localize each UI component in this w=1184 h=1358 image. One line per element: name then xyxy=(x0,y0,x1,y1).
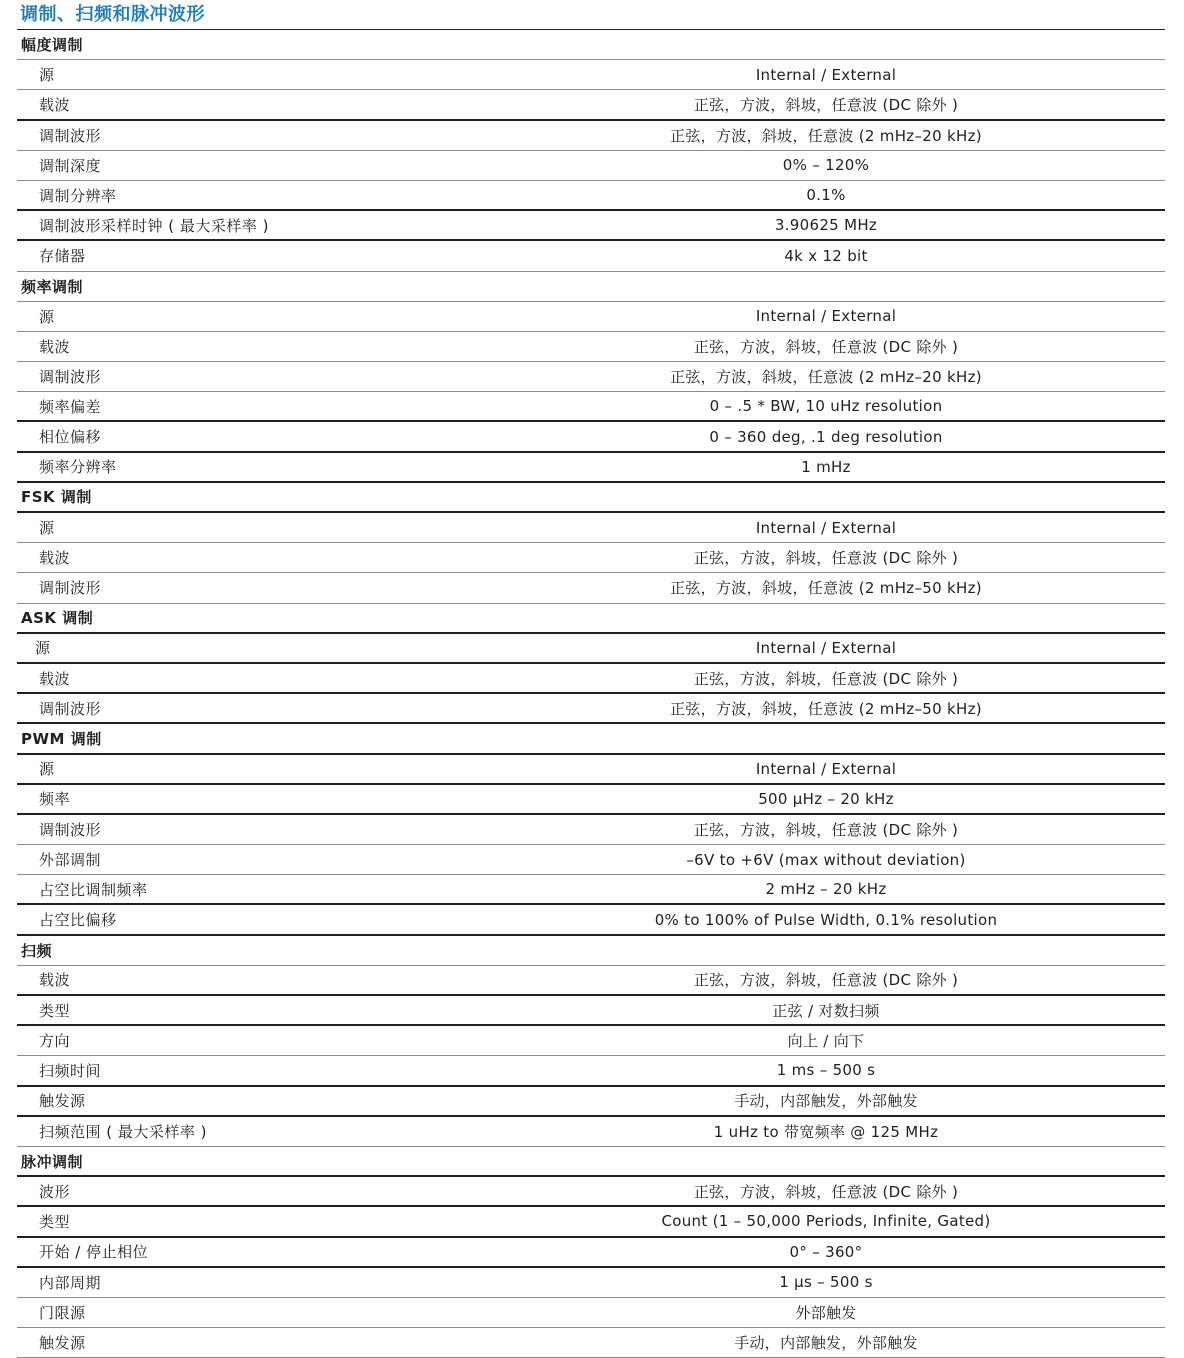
spec-parameter: 调制波形 xyxy=(39,368,102,387)
section-header xyxy=(17,1147,1165,1177)
spec-value: 正弦，方波，斜坡，任意波 (DC 除外 ) xyxy=(693,549,959,568)
spec-value: 2 mHz – 20 kHz xyxy=(765,880,887,899)
spec-parameter: 类型 xyxy=(39,1212,71,1231)
spec-value: Internal / External xyxy=(755,759,897,778)
spec-parameter: 源 xyxy=(39,66,55,85)
spec-value: 0 – .5 * BW, 10 uHz resolution xyxy=(709,397,943,416)
section-title: 频率调制 xyxy=(21,277,84,296)
spec-row xyxy=(17,60,1165,90)
spec-parameter: 外部调制 xyxy=(39,851,102,870)
section-title: ASK 调制 xyxy=(21,609,94,628)
spec-parameter: 调制波形采样时钟 ( 最大采样率 ) xyxy=(39,216,270,235)
spec-row xyxy=(17,1177,1165,1207)
section-header xyxy=(17,483,1165,513)
spec-row xyxy=(17,151,1165,181)
spec-parameter: 类型 xyxy=(39,1001,71,1020)
spec-parameter: 调制深度 xyxy=(39,156,102,175)
spec-value: 正弦，方波，斜坡，任意波 (DC 除外 ) xyxy=(693,337,959,356)
spec-parameter: 门限源 xyxy=(39,1303,86,1322)
spec-row xyxy=(17,241,1165,271)
spec-value: 正弦，方波，斜坡，任意波 (2 mHz–20 kHz) xyxy=(670,126,982,145)
spec-row xyxy=(17,453,1165,483)
spec-row xyxy=(17,845,1165,875)
spec-row xyxy=(17,211,1165,241)
section-title: 扫频 xyxy=(21,941,53,960)
spec-row xyxy=(17,815,1165,845)
spec-row xyxy=(17,1298,1165,1328)
spec-row xyxy=(17,90,1165,120)
spec-parameter: 触发源 xyxy=(39,1334,86,1353)
spec-row xyxy=(17,875,1165,905)
spec-row xyxy=(17,121,1165,151)
spec-row xyxy=(17,392,1165,422)
spec-row xyxy=(17,1026,1165,1056)
section-header xyxy=(17,30,1165,60)
spec-row xyxy=(17,332,1165,362)
spec-parameter: 载波 xyxy=(39,95,71,114)
spec-value: 0 – 360 deg, .1 deg resolution xyxy=(709,427,943,446)
spec-row xyxy=(17,664,1165,694)
spec-value: 500 μHz – 20 kHz xyxy=(758,789,894,808)
spec-row xyxy=(17,694,1165,724)
spec-row xyxy=(17,755,1165,785)
spec-parameter: 相位偏移 xyxy=(39,428,102,447)
spec-row xyxy=(17,181,1165,211)
section-header xyxy=(17,272,1165,302)
spec-value: 正弦 / 对数扫频 xyxy=(772,1001,880,1020)
spec-row xyxy=(17,1056,1165,1086)
spec-parameter: 波形 xyxy=(39,1182,71,1201)
spec-value: 0% – 120% xyxy=(782,156,870,175)
section-title: PWM 调制 xyxy=(21,729,102,748)
spec-value: 正弦，方波，斜坡，任意波 (2 mHz–20 kHz) xyxy=(670,368,982,387)
spec-parameter: 载波 xyxy=(39,337,71,356)
spec-value: 0% to 100% of Pulse Width, 0.1% resolution xyxy=(654,910,998,929)
spec-value: 正弦，方波，斜坡，任意波 (DC 除外 ) xyxy=(693,820,959,839)
spec-parameter: 开始 / 停止相位 xyxy=(39,1243,149,1262)
spec-value: Count (1 – 50,000 Periods, Infinite, Gated) xyxy=(661,1212,991,1231)
spec-value: 0° – 360° xyxy=(789,1242,863,1261)
spec-row xyxy=(17,634,1165,664)
spec-row xyxy=(17,785,1165,815)
spec-value: 手动，内部触发，外部触发 xyxy=(734,1092,918,1111)
section-title: 幅度调制 xyxy=(21,36,84,55)
spec-value: 正弦，方波，斜坡，任意波 (DC 除外 ) xyxy=(693,669,959,688)
spec-value: 4k x 12 bit xyxy=(784,246,868,265)
section-header xyxy=(17,604,1165,634)
page-title: 调制、扫频和脉冲波形 xyxy=(20,4,205,25)
spec-value: 向上 / 向下 xyxy=(787,1032,865,1051)
spec-value: Internal / External xyxy=(755,65,897,84)
spec-parameter: 占空比偏移 xyxy=(39,911,117,930)
spec-parameter: 存储器 xyxy=(39,247,86,266)
spec-parameter: 触发源 xyxy=(39,1092,86,1111)
spec-parameter: 载波 xyxy=(39,549,71,568)
spec-parameter: 方向 xyxy=(39,1032,71,1051)
spec-row xyxy=(17,543,1165,573)
spec-row xyxy=(17,573,1165,603)
spec-row xyxy=(17,1087,1165,1117)
spec-value: 正弦，方波，斜坡，任意波 (DC 除外 ) xyxy=(693,95,959,114)
spec-row xyxy=(17,905,1165,935)
spec-parameter: 载波 xyxy=(39,669,71,688)
spec-value: 正弦，方波，斜坡，任意波 (2 mHz–50 kHz) xyxy=(670,699,982,718)
spec-value: 3.90625 MHz xyxy=(774,216,878,235)
spec-parameter: 源 xyxy=(39,307,55,326)
spec-row xyxy=(17,422,1165,452)
spec-parameter: 源 xyxy=(35,639,51,658)
spec-parameter: 频率分辨率 xyxy=(39,458,117,477)
spec-parameter: 调制波形 xyxy=(39,699,102,718)
spec-parameter: 源 xyxy=(39,760,55,779)
spec-value: 手动，内部触发，外部触发 xyxy=(734,1334,918,1353)
spec-value: –6V to +6V (max without deviation) xyxy=(686,850,966,869)
spec-row xyxy=(17,996,1165,1026)
spec-value: 正弦，方波，斜坡，任意波 (DC 除外 ) xyxy=(693,971,959,990)
section-header xyxy=(17,936,1165,966)
spec-parameter: 扫频时间 xyxy=(39,1061,102,1080)
spec-value: 1 μs – 500 s xyxy=(779,1273,873,1292)
spec-parameter: 频率 xyxy=(39,790,71,809)
spec-value: 外部触发 xyxy=(795,1303,857,1322)
spec-parameter: 载波 xyxy=(39,971,71,990)
spec-value: 0.1% xyxy=(806,186,846,205)
spec-row xyxy=(17,362,1165,392)
spec-row xyxy=(17,1238,1165,1268)
spec-row xyxy=(17,1207,1165,1237)
spec-parameter: 扫频范围 ( 最大采样率 ) xyxy=(39,1122,208,1141)
spec-parameter: 调制分辨率 xyxy=(39,186,117,205)
section-title: FSK 调制 xyxy=(21,488,92,507)
spec-value: 正弦，方波，斜坡，任意波 (DC 除外 ) xyxy=(693,1182,959,1201)
spec-parameter: 占空比调制频率 xyxy=(39,880,148,899)
spec-row xyxy=(17,1268,1165,1298)
spec-row xyxy=(17,1117,1165,1147)
spec-value: 1 mHz xyxy=(801,457,851,476)
spec-row xyxy=(17,966,1165,996)
spec-row xyxy=(17,513,1165,543)
spec-parameter: 调制波形 xyxy=(39,126,102,145)
spec-value: 正弦，方波，斜坡，任意波 (2 mHz–50 kHz) xyxy=(670,579,982,598)
section-header xyxy=(17,724,1165,754)
spec-parameter: 内部周期 xyxy=(39,1273,102,1292)
spec-value: Internal / External xyxy=(755,638,897,657)
spec-parameter: 调制波形 xyxy=(39,820,102,839)
spec-row xyxy=(17,1328,1165,1358)
spec-parameter: 频率偏差 xyxy=(39,397,102,416)
spec-value: 1 uHz to 带宽频率 @ 125 MHz xyxy=(713,1122,939,1141)
section-title: 脉冲调制 xyxy=(21,1152,84,1171)
spec-value: 1 ms – 500 s xyxy=(776,1061,876,1080)
spec-value: Internal / External xyxy=(755,307,897,326)
spec-value: Internal / External xyxy=(755,518,897,537)
spec-parameter: 调制波形 xyxy=(39,579,102,598)
spec-parameter: 源 xyxy=(39,519,55,538)
spec-table xyxy=(17,29,1165,1358)
spec-row xyxy=(17,302,1165,332)
